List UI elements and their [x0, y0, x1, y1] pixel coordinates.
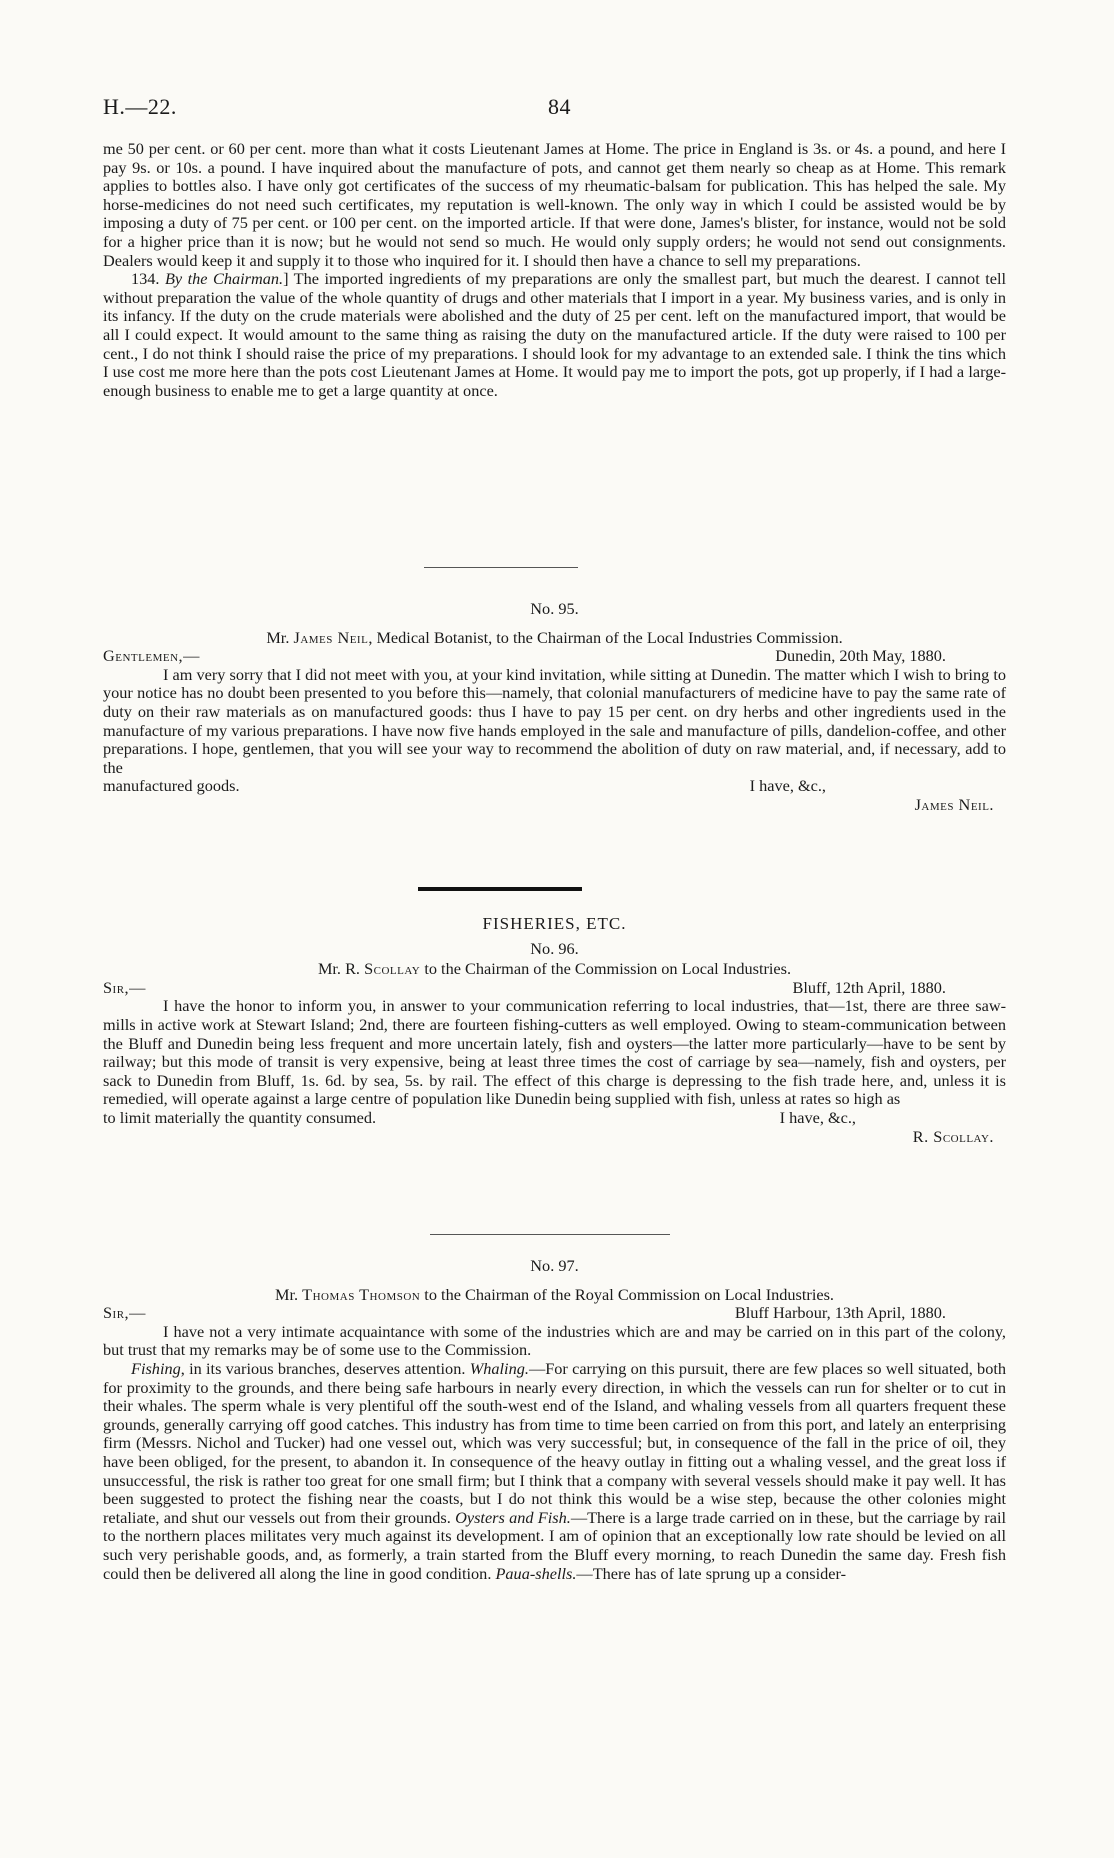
section-divider	[430, 1234, 670, 1235]
closing-row	[103, 777, 1006, 796]
place-date: Bluff, 12th April, 1880.	[792, 977, 946, 997]
closing: I have, &c.,	[749, 776, 826, 796]
signature: R. Scollay.	[912, 1126, 994, 1146]
letter-body-continued: Fishing, in its various branches, deserves attention. Whaling.—For carrying on this pursuit, there are few places so well situated, both for proximity to the grounds, and there being safe harbours in nearly every direction, in which the vessels can run for shelter or to cut in their whales. The sperm whale is very plentiful off the south-west end of the Island, and whaling vessels from all quarters frequent these grounds, generally carrying off good catches. This industry has from time to time been carried on from this port, and lately an enterprising firm (Messrs. Nichol and Tucker) had one vessel out, which was very successful; but, in consequence of the fall in the price of oil, they have been obliged, for the present, to abandon it. In consequence of the heavy outlay in fitting out a whaling vessel, and the great loss if unsuccessful, the risk is rather too great for one small firm; but I think that a company with several vessels should make it pay well. It has been suggested to protect the fishing near the coasts, but I do not think this would be a wise step, because the other colonies might retaliate, and shut our vessels out from their grounds. Oysters and Fish.—There is a large trade carried on in these, but the carriage by rail to the northern places militates very much against its development. I am of opinion that an exceptionally low rate should be levied on all such very perishable goods, and, as formerly, a train started from the Bluff every morning, to reach Dunedin the same day. Fresh fish could then be delivered all along the line in good condition. Paua-shells.—There has of late sprung up a consider-	[103, 1358, 1006, 1583]
paragraph-number: 134.	[131, 269, 160, 289]
letter-heading: Mr. James Neil, Medical Botanist, to the Chairman of the Local Industries Commission.	[266, 627, 843, 647]
salutation: Sir,—	[103, 977, 146, 997]
place-date: Bluff Harbour, 13th April, 1880.	[734, 1303, 946, 1323]
letter-number: No. 97.	[530, 1256, 579, 1275]
letter-last-line: manufactured goods.	[103, 776, 240, 796]
letter-number: No. 95.	[530, 599, 579, 618]
letter-body: I have the honor to inform you, in answer to your communication referring to local industries, that—1st, there are three saw-mills in active work at Stewart Island; 2nd, there are fourteen fishing-cutters as well employed. Owing to steam-communication between the Bluff and Dunedin being less frequent and more uncertain lately, fish and oysters—the latter more particularly—have to be sent by railway; but this mode of transit is very expensive, being at least three times the cost of carriage by sea—namely, fish and oysters, per sack to Dunedin from Bluff, 1s. 6d. by sea, 5s. by rail. The effect of this charge is depressing to the fish trade here, and, unless it is remedied, will operate against a large centre of population like Dunedin being supplied with fish, unless at rates so high as	[103, 996, 1006, 1109]
letter-body: I am very sorry that I did not meet with you, at your kind invitation, while sitting at Dunedin. The matter which I wish to bring to your notice has no doubt been presented to you before this—namely, that colonial manufacturers of medicine have to pay the same rate of duty on their raw materials as on manufactured goods: thus I have to pay 15 per cent. on dry herbs and other ingredients used in the manufacture of my various preparations. I have now five hands employed in the sale and manufacture of pills, dandelion-coffee, and other preparations. I hope, gentlemen, that you will see your way to recommend the abolition of duty on raw material, and, if necessary, add to the	[103, 664, 1006, 777]
letter-no-97	[103, 1257, 1006, 1583]
closing: I have, &c.,	[779, 1107, 856, 1127]
salutation-row	[103, 979, 1006, 998]
letter-heading: Mr. R. Scollay to the Chairman of the Commission on Local Industries.	[317, 959, 792, 979]
letter-no-95	[103, 600, 1006, 815]
letter-number: No. 96.	[530, 938, 579, 958]
section-divider-thick	[418, 887, 582, 891]
report-reference: H.—22.	[103, 94, 177, 119]
section-title: FISHERIES, ETC.	[482, 914, 627, 933]
letter-heading: Mr. Thomas Thomson to the Chairman of the Royal Commission on Local Industries.	[275, 1284, 834, 1304]
closing-row	[103, 1109, 1006, 1128]
letter-no-96	[103, 915, 1006, 1146]
speaker-label: By the Chairman.	[164, 269, 284, 289]
letter-last-line: to limit materially the quantity consumed.	[103, 1107, 377, 1127]
signature: James Neil.	[914, 794, 994, 814]
page-number: 84	[548, 94, 571, 119]
salutation-row	[103, 1304, 1006, 1323]
salutation: Gentlemen,—	[103, 646, 200, 666]
section-divider	[424, 567, 578, 568]
salutation-row	[103, 647, 1006, 666]
paragraph-134: 134. By the Chairman.] The imported ingredients of my preparations are only the smallest part, but much the dearest. I cannot tell without preparation the value of the whole quantity of drugs and other materials that I import in a year. My business varies, and is only in its infancy. If the duty on the crude materials were abolished and the duty of 25 per cent. left on the manufactured import, that would be all I could expect. It would amount to the same thing as raising the duty on the manufactured article. If the duty were raised to 100 per cent., I do not think I should raise the price of my preparations. I should look for my advantage to an extended sale. I think the tins which I use cost me more here than the pots cost Lieutenant James at Home. It would pay me to import the pots, got up properly, if I had a large-enough business to enable me to get a large quantity at once.	[103, 269, 1006, 400]
place-date: Dunedin, 20th May, 1880.	[775, 646, 946, 666]
letter-body: I have not a very intimate acquaintance with some of the industries which are and may be carried on in this part of the colony, but trust that my remarks may be of some use to the Commission.	[103, 1321, 1006, 1360]
paragraph: me 50 per cent. or 60 per cent. more than what it costs Lieutenant James at Home. The price in England is 3s. or 4s. a pound, and here I pay 9s. or 10s. a pound. I have inquired about the manufacture of pots, and cannot get them nearly so cheap as at Home. This remark applies to bottles also. I have only got certificates of the success of my rheumatic-balsam for publication. This has helped the sale. My horse-medicines do not need such certificates, my reputation is well-known. The only way in which I could be assisted would be by imposing a duty of 75 per cent. or 100 per cent. on the imported article. If that were done, James's blister, for instance, would not be sold for a higher price than it is now; but he would not send so much. He would only supply orders; he would not send out consignments. Dealers would keep it and supply it to those who inquired for it. I should then have a chance to sell my preparations.	[103, 139, 1006, 270]
continuation-text	[103, 140, 1006, 400]
salutation: Sir,—	[103, 1303, 146, 1323]
